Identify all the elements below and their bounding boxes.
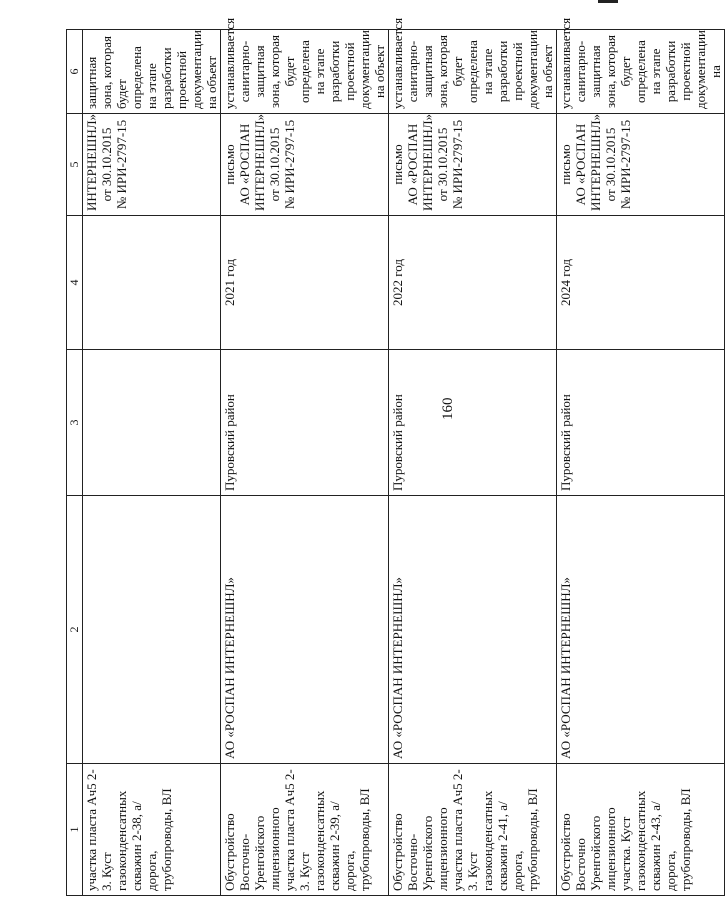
header-col-5: 5 [67,114,83,216]
cell-district: Пуровский район [221,350,389,496]
cell-note: защитная зона, которая будет определена на этапе разработки проектной документации на объект [83,30,221,114]
table-header-row [67,30,83,896]
header-col-4: 4 [67,216,83,350]
cell-note: устанавливается санитарно-защитная зона, которая будет определена на этапе разработки проектной документации на объект [221,30,389,114]
cell-customer [83,496,221,764]
cell-basis: ИНТЕРНЕШНЛ» от 30.10.2015 № ИРИ-2797-15 [83,114,221,216]
cell-object: Обустройство Восточно-Уренгойского лицензионного участка пласта Ач5 2-3. Куст газоконденсатных скважин 2-39, а/дорога, трубопроводы, ВЛ [221,764,389,896]
cell-object: Обустройство Восточно Уренгойского лицензионного участка. Куст газоконденсатных скважин 2-43, а/дорога, трубопроводы, ВЛ [557,764,725,896]
header-col-3: 3 [67,350,83,496]
header-col-6: 6 [67,30,83,114]
page-number: 160 [440,397,456,420]
objects-table [66,17,725,896]
cell-district [83,350,221,496]
cell-basis: письмо АО «РОСПАН ИНТЕРНЕШНЛ» от 30.10.2015 № ИРИ-2797-15 [221,114,389,216]
cell-district: Пуровский район [557,350,725,496]
cell-year [83,216,221,350]
table-row [83,30,221,896]
table-row [389,30,557,896]
cell-customer: АО «РОСПАН ИНТЕРНЕШНЛ» [221,496,389,764]
rotated-table-container [66,17,723,896]
cell-note: устанавливается санитарно-защитная зона, которая будет определена на этапе разработки проектной документации на объект [389,30,557,114]
header-col-1: 1 [67,764,83,896]
cell-district: Пуровский район [389,350,557,496]
cell-note: устанавливается санитарно-защитная зона, которая будет определена на этапе разработки проектной документации на [557,30,725,114]
cell-object: Обустройство Восточно-Уренгойского лицензионного участка пласта Ач5 2-3. Куст газоконденсатных скважин 2-41, а/дорога, трубопроводы, ВЛ [389,764,557,896]
cell-customer: АО «РОСПАН ИНТЕРНЕШНЛ» [557,496,725,764]
cell-customer: АО «РОСПАН ИНТЕРНЕШНЛ» [389,496,557,764]
cell-year: 2021 год [221,216,389,350]
header-col-2: 2 [67,496,83,764]
cell-basis: письмо АО «РОСПАН ИНТЕРНЕШНЛ» от 30.10.2015 № ИРИ-2797-15 [557,114,725,216]
cell-object: участка пласта Ач5 2-3. Куст газоконденсатных скважин 2-38, а/дорога, трубопроводы, ВЛ [83,764,221,896]
cell-year: 2024 год [557,216,725,350]
table-row [221,30,389,896]
cell-year: 2022 год [389,216,557,350]
table-row [557,30,725,896]
cell-basis: письмо АО «РОСПАН ИНТЕРНЕШНЛ» от 30.10.2015 № ИРИ-2797-15 [389,114,557,216]
scan-edge-mark [598,0,618,3]
